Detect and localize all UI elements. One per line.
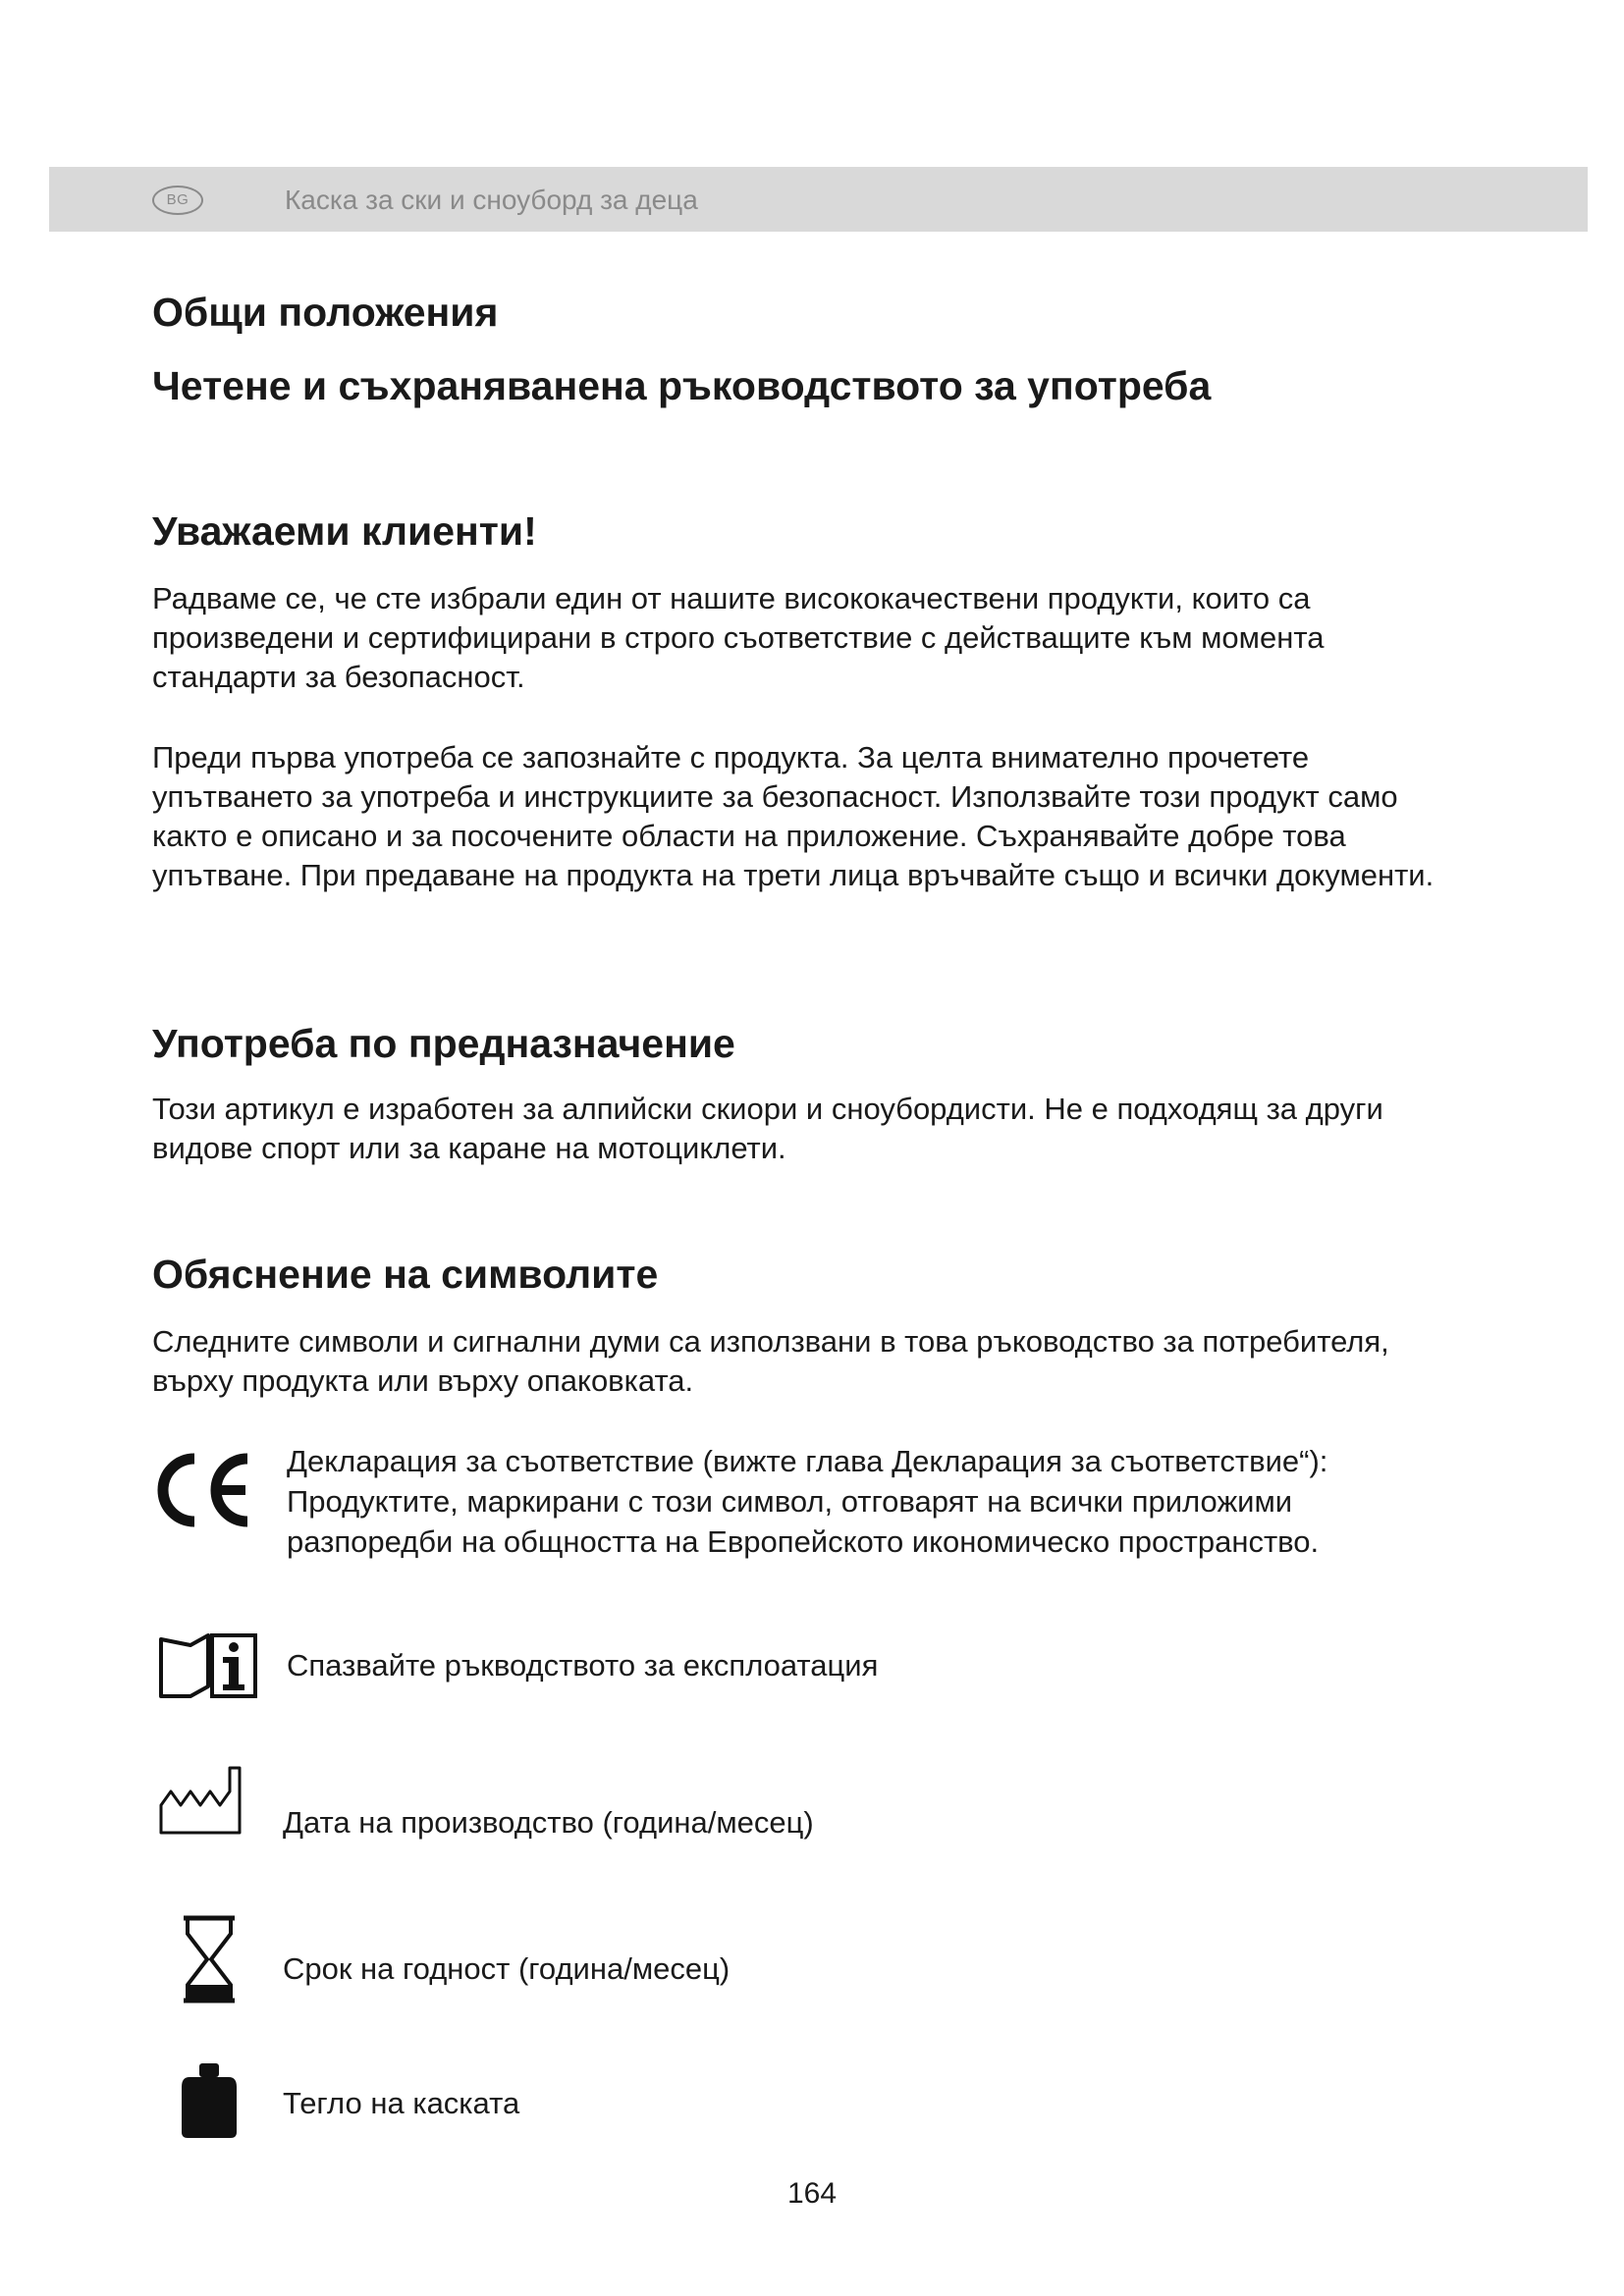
page-header-bar — [49, 167, 1588, 232]
language-badge: BG — [152, 186, 203, 215]
ce-description-line-1: Декларация за съответствие (вижте глава Декларация за съответствие“): — [287, 1444, 1328, 1478]
ce-description — [287, 1441, 1327, 1562]
intended-use-text: Този артикул е изработен за алпийски скиори и сноубордисти. Не е подходящ за други видове спорт или за каране на мотоциклети. — [152, 1092, 1383, 1165]
manual-description: Спазвайте ръкводството за експлоатация — [287, 1648, 879, 1682]
manufacture-date-description: Дата на производство (година/месец) — [283, 1805, 814, 1840]
factory-date-icon — [157, 1762, 245, 1839]
intro-paragraph — [152, 579, 1468, 697]
read-and-keep-heading: Четене и съхраняванена ръководството за употреба — [152, 363, 1212, 408]
symbols-intro-text: Следните символи и сигнални думи са използвани в това ръководство за потребителя, върху продукта или върху опаковката. — [152, 1324, 1389, 1398]
page-number: 164 — [786, 2177, 838, 2210]
hourglass-icon — [180, 1914, 239, 2004]
dear-customers-heading: Уважаеми клиенти! — [152, 508, 537, 554]
header-title: Каска за ски и сноуборд за деца — [285, 185, 698, 215]
symbols-intro-paragraph — [152, 1322, 1468, 1401]
symbols-heading: Обяснение на символите — [152, 1252, 659, 1297]
ce-description-line-3: разпоредби на общността на Европейското икономическо пространство. — [287, 1524, 1320, 1559]
expiry-description: Срок на годност (година/месец) — [283, 1951, 731, 1986]
before-use-text: Преди първа употреба се запознайте с продукта. За целта внимателно прочетете упътването за употреба и инструкциите за безопасност. Използвайте този продукт само както е описано и за посочените области на приложение. Съхранявайте добре това упътване. При предаване на продукта на трети лица връчвайте също и всички документи. — [152, 740, 1435, 892]
read-manual-icon — [157, 1631, 259, 1700]
intended-use-heading: Употреба по предназначение — [152, 1021, 735, 1066]
weight-icon — [180, 2061, 239, 2140]
intended-use-paragraph — [152, 1090, 1468, 1168]
ce-description-line-2: Продуктите, маркирани с този символ, отговарят на всички приложими — [287, 1484, 1293, 1519]
ce-mark-icon — [149, 1451, 257, 1529]
weight-description: Тегло на каската — [283, 2086, 520, 2120]
intro-text: Радваме се, че сте избрали един от нашите висококачествени продукти, които са произведени и сертифицирани в строго съответствие с действащите към момента стандарти за безопасност. — [152, 581, 1325, 694]
before-use-paragraph — [152, 738, 1468, 895]
general-provisions-heading: Общи положения — [152, 290, 499, 335]
